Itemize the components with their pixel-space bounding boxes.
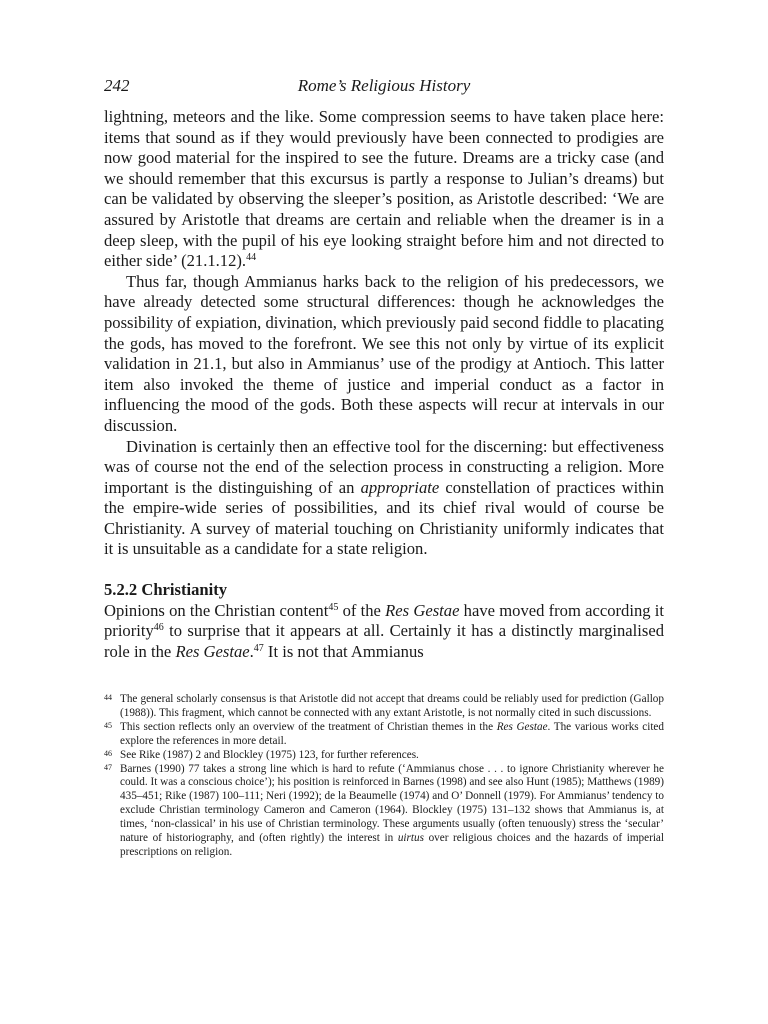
footnote-text: See Rike (1987) 2 and Blockley (1975) 123, for further references. — [120, 748, 419, 761]
footnote-44 — [104, 693, 664, 721]
paragraph-1-text: lightning, meteors and the like. Some compression seems to have taken place here: items that sound as if they would previously have been connected to prodigies are now good material for the inspired to see the future. Dreams are a tricky case (and we should remember that this excursus is partly a response to Julian’s dreams) but can be validated by observing the sleeper’s position, as Aristotle described: ‘We are assured by Aristotle that dreams are certain and reliable when the dreamer is in a deep sleep, with the pupil of his eye looking straight before him and not directed to either side’ (21.1.12). — [104, 107, 664, 271]
running-title: Rome’s Religious History — [297, 76, 471, 95]
paragraph-4 — [104, 601, 664, 663]
footnote-text: . The various works cited explore the references in more detail. — [120, 720, 664, 747]
paragraph-2: Thus far, though Ammianus harks back to the religion of his predecessors, we have already detected some structural differences: though he acknowledges the possibility of expiation, divination, which previously paid second fiddle to placating the gods, has moved to the forefront. We see this not only by virtue of its explicit validation in 21.1, but also in Ammianus’ use of the prodigy at Antioch. This latter item also invoked the theme of justice and imperial conduct as a factor in influencing the mood of the gods. Both these aspects will recur at intervals in our discussion. — [104, 271, 664, 435]
paragraph-3 — [104, 437, 664, 561]
footnote-47 — [104, 763, 664, 860]
paragraph-4-text-b: of the — [338, 600, 386, 620]
running-header — [104, 76, 664, 98]
paragraph-1 — [104, 107, 664, 272]
footnote-46 — [104, 749, 664, 763]
paragraph-4-text-f: It is not that Ammianus — [263, 641, 424, 661]
main-text — [104, 107, 664, 662]
res-gestae-title-2: Res Gestae — [175, 641, 250, 661]
footnote-emphasis: uirtus — [397, 832, 424, 845]
footnote-ref-47[interactable]: 47 — [253, 642, 264, 654]
footnote-text: The general scholarly consensus is that Aristotle did not accept that dreams could be reliably used for prediction (Gallop (1988)). This fragment, which cannot be connected with any extant Aristotle, is not normally cited in such discussions. — [120, 693, 664, 719]
footnote-emphasis: Res Gestae — [496, 720, 548, 733]
paragraph-3-text-a: Divination is certainly then an effective tool for the discerning: but effectiveness was of course not the end of the selection process in constructing a religion. More important is the distinguishing of an — [104, 436, 664, 497]
paragraph-3-text-b: constellation of practices within the empire-wide series of possibilities, and its chief rival would of course be Christianity. A survey of material touching on Christianity uniformly indicates that it is unsuitable as a candidate for a state religion. — [104, 477, 664, 559]
footnotes — [104, 693, 664, 860]
page-number: 242 — [104, 76, 130, 95]
paragraph-4-text-e: . — [249, 641, 254, 661]
paragraph-4-text-c: have moved from according it priority — [104, 600, 665, 641]
res-gestae-title-1: Res Gestae — [385, 600, 460, 620]
footnote-ref-45[interactable]: 45 — [328, 601, 339, 613]
paragraph-3-emphasis: appropriate — [360, 477, 440, 497]
footnote-text: over religious choices and the hazards of imperial prescriptions on religion. — [120, 832, 664, 858]
footnote-text: This section reflects only an overview of the treatment of Christian themes in the — [120, 720, 497, 733]
paragraph-4-text-d: to surprise that it appears at all. Certainly it has a distinctly marginalised role in the — [104, 621, 664, 661]
footnote-number: 47 — [104, 762, 112, 772]
footnote-ref-44[interactable]: 44 — [246, 252, 257, 264]
paragraph-4-text-a: Opinions on the Christian content — [104, 600, 329, 620]
footnote-text: Barnes (1990) 77 takes a strong line which is hard to refute (‘Ammianus chose . . . to ignore Christianity wherever he could. It was a conscious choice’); his position is reinforced in Barnes (1998) and see also Hunt (1985); Matthews (1989) 435–451; Rike (1987) 100–111; Neri (1992); de la Beaumelle (1974) and O’ Donnell (1979). For Ammianus’ tendency to exclude Christian terminology Cameron and Cameron (1964). Blockley (1975) 131–132 shows that Ammianus is, at times, ‘non-classical’ in his use of Christian terminology. These arguments usually (often tenuously) stress the ‘secular’ nature of historiography, and (often rightly) the interest in — [120, 762, 664, 845]
footnote-number: 45 — [104, 720, 112, 730]
section-heading: 5.2.2 Christianity — [104, 580, 228, 600]
footnote-number: 44 — [104, 693, 112, 702]
footnote-45 — [104, 721, 664, 749]
footnote-number: 46 — [104, 748, 112, 758]
footnote-ref-46[interactable]: 46 — [153, 622, 164, 634]
